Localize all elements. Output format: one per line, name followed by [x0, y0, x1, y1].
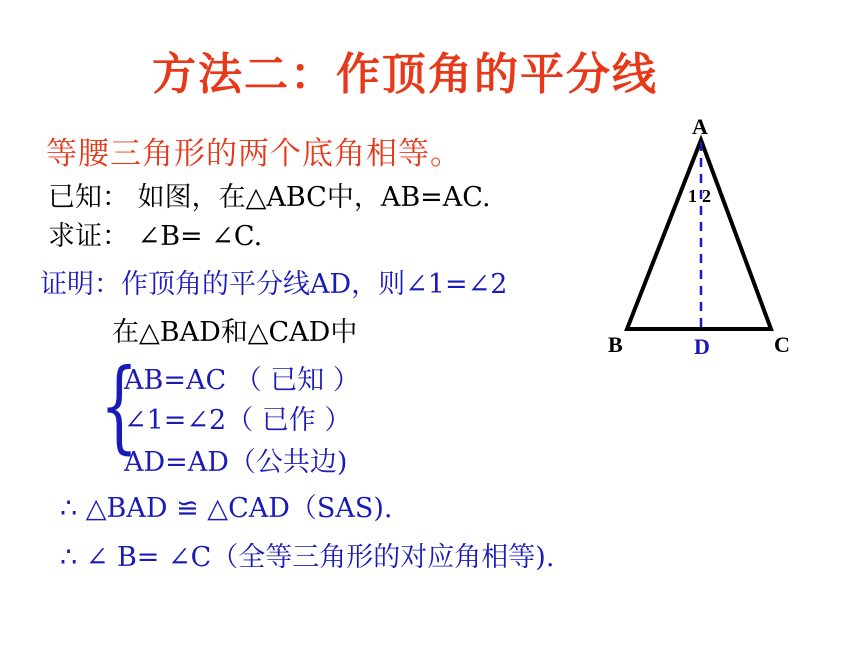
vertex-c-label: C	[774, 332, 790, 357]
proof-line-2: 在△BAD和△CAD中	[112, 317, 358, 348]
conclusion-1: ∴ △BAD ≌ △CAD（SAS).	[60, 493, 393, 524]
angle-2-label: 2	[702, 186, 711, 206]
triangle-abc	[627, 140, 771, 329]
vertex-a-label: A	[692, 114, 708, 139]
proof-line-1: 证明：作顶角的平分线AD，则∠1=∠2	[40, 269, 508, 300]
conclusion-2: ∴ ∠ B= ∠C（全等三角形的对应角相等).	[60, 542, 555, 573]
condition-2: ∠1=∠2（ 已作 ）	[124, 405, 352, 436]
condition-1: AB=AC （ 已知 ）	[124, 365, 360, 396]
condition-brace: {	[100, 347, 139, 464]
angle-1-label: 1	[688, 186, 697, 206]
triangle-figure	[600, 110, 800, 370]
condition-3: AD=AD（公共边)	[124, 447, 348, 478]
point-d-label: D	[694, 334, 710, 359]
given-line: 已知： 如图，在△ABC中，AB=AC.	[48, 182, 491, 213]
theorem-statement: 等腰三角形的两个底角相等。	[46, 136, 462, 172]
prove-line: 求证： ∠B= ∠C.	[48, 221, 263, 252]
vertex-b-label: B	[608, 332, 623, 357]
page-title: 方法二：作顶角的平分线	[152, 49, 658, 100]
